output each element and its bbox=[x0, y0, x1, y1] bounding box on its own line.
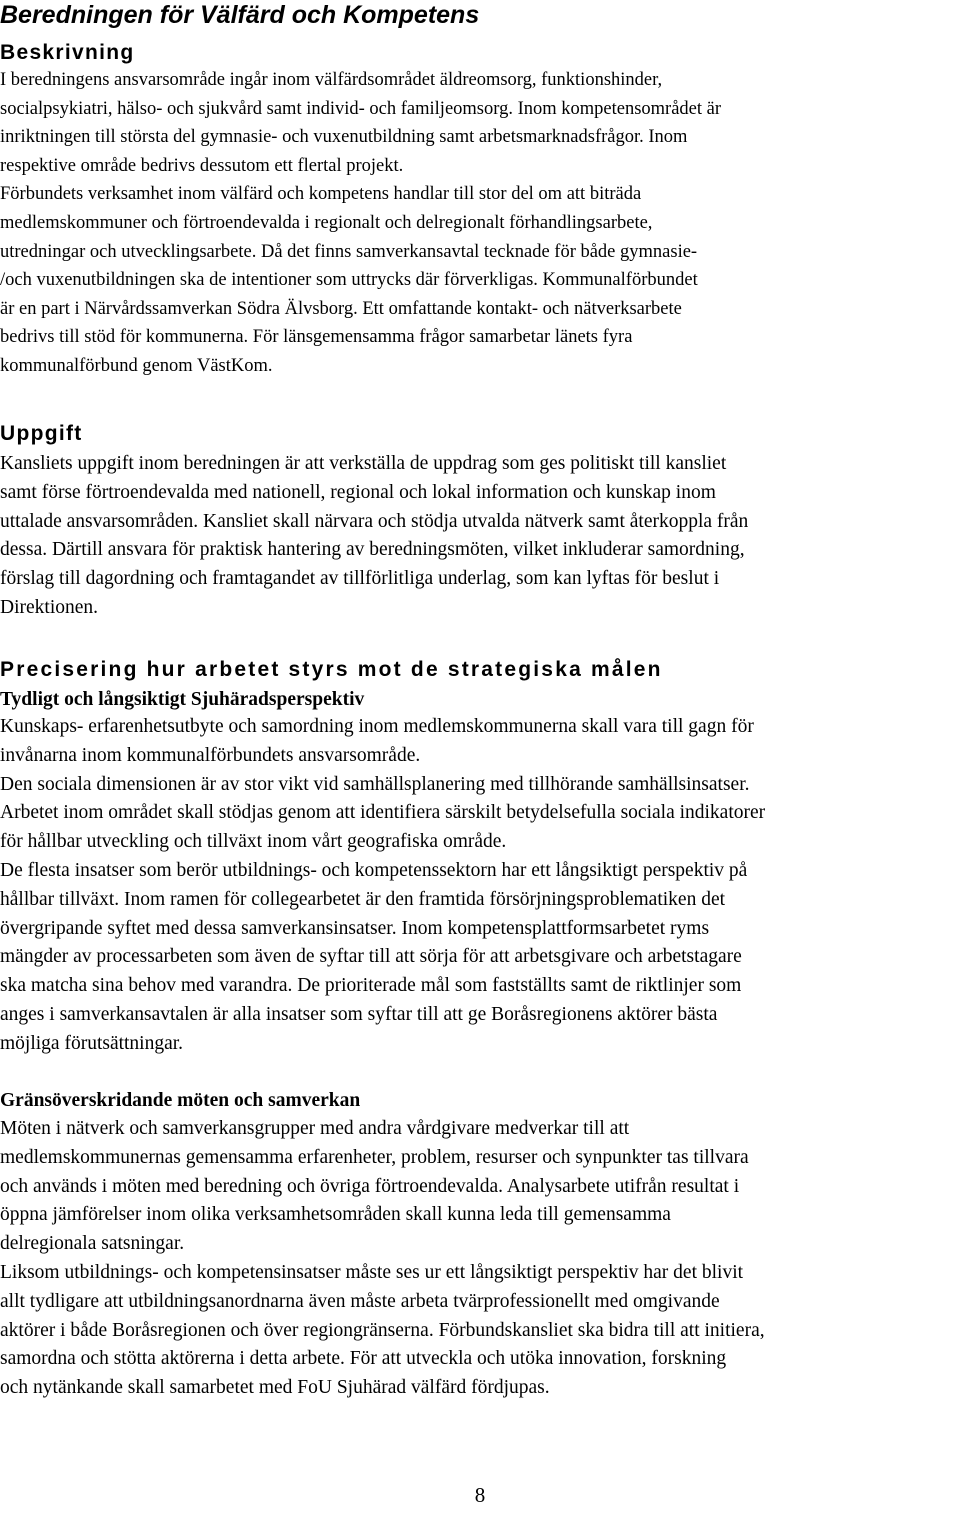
section-heading-uppgift: Uppgift bbox=[0, 422, 83, 445]
text-line: ska matcha sina behov med varandra. De prioriterade mål som fastställts samt de riktlinjer som bbox=[0, 975, 742, 997]
text-line: Direktionen. bbox=[0, 596, 99, 618]
text-line: är en part i Närvårdssamverkan Södra Älvsborg. Ett omfattande kontakt- och nätverksarbete bbox=[0, 298, 682, 319]
text-line: kommunalförbund genom VästKom. bbox=[0, 355, 273, 376]
subsection-heading-gransoverskridande: Gränsöverskridande möten och samverkan bbox=[0, 1090, 361, 1111]
text-line: medlemskommuner och förtroendevalda i regionalt och delregionalt förhandlingsarbete, bbox=[0, 212, 653, 233]
text-line: allt tydligare att utbildningsanordnarna även måste arbeta tvärprofessionellt med omgivande bbox=[0, 1290, 720, 1312]
text-line: öppna jämförelser inom olika verksamhetsområden skall kunna leda till gemensamma bbox=[0, 1204, 671, 1226]
text-line: uttalade ansvarsområden. Kansliet skall närvara och stödja utvalda nätverk samt återkoppla från bbox=[0, 510, 749, 532]
text-line: Förbundets verksamhet inom välfärd och kompetens handlar till stor del om att biträda bbox=[0, 184, 642, 205]
text-line: för hållbar utveckling och tillväxt inom vårt geografiska område. bbox=[0, 831, 507, 853]
text-line: möjliga förutsättningar. bbox=[0, 1032, 184, 1054]
text-line: respektive område bedrivs dessutom ett flertal projekt. bbox=[0, 155, 404, 176]
text-line: socialpsykiatri, hälso- och sjukvård samt individ- och familjeomsorg. Inom kompetensområdet är bbox=[0, 98, 722, 119]
text-line: bedrivs till stöd för kommunerna. För länsgemensamma frågor samarbetar länets fyra bbox=[0, 327, 633, 348]
text-line: förslag till dagordning och framtagandet av tillförlitliga underlag, som kan lyftas för beslut i bbox=[0, 568, 720, 590]
text-line: samordna och stötta aktörerna i detta arbete. För att utveckla och utöka innovation, forskning bbox=[0, 1348, 727, 1370]
text-line: I beredningens ansvarsområde ingår inom välfärdsområdet äldreomsorg, funktionshinder, bbox=[0, 70, 663, 90]
text-line: hållbar tillväxt. Inom ramen för collegearbetet är den framtida försörjningsproblematiken det bbox=[0, 888, 726, 910]
text-line: utredningar och utvecklingsarbete. Då det finns samverkansavtal tecknade för både gymnasie- bbox=[0, 241, 698, 262]
gransoverskridande-paragraph bbox=[0, 1115, 958, 1403]
page-number: 8 bbox=[474, 1483, 486, 1507]
text-line: Arbetet inom området skall stödjas genom att identifiera särskilt betydelsefulla sociala indikatorer bbox=[0, 802, 766, 824]
text-line: dessa. Därtill ansvara för praktisk hantering av beredningsmöten, vilket inkluderar samordning, bbox=[0, 539, 745, 561]
text-line: och används i möten med beredning och övriga förtroendevalda. Analysarbete utifrån resultat i bbox=[0, 1175, 740, 1197]
sjuharadsperspektiv-paragraph bbox=[0, 713, 958, 1059]
section-heading-precisering: Precisering hur arbetet styrs mot de strategiska målen bbox=[0, 658, 663, 681]
text-line: invånarna inom kommunalförbundets ansvarsområde. bbox=[0, 744, 421, 766]
text-line: mängder av processarbeten som även de syftar till att sörja för att arbetsgivare och arbetstagare bbox=[0, 946, 742, 968]
text-line: övergripande syftet med dessa samverkansinsatser. Inom kompetensplattformsarbetet ryms bbox=[0, 917, 710, 939]
section-heading-beskrivning: Beskrivning bbox=[0, 41, 135, 64]
uppgift-paragraph bbox=[0, 450, 958, 623]
document-title: Beredningen för Välfärd och Kompetens bbox=[0, 1, 480, 29]
text-line: Kansliets uppgift inom beredningen är att verkställa de uppdrag som ges politiskt till kansliet bbox=[0, 453, 727, 474]
text-line: De flesta insatser som berör utbildnings- och kompetenssektorn har ett långsiktigt perspektiv på bbox=[0, 859, 748, 881]
text-line: delregionala satsningar. bbox=[0, 1233, 185, 1255]
text-line: samt förse förtroendevalda med nationell, regional och lokal information och kunskap inom bbox=[0, 481, 716, 503]
text-line: medlemskommunernas gemensamma erfarenheter, problem, resurser och synpunkter tas tillvara bbox=[0, 1146, 749, 1168]
text-line: inriktningen till största del gymnasie- och vuxenutbildning samt arbetsmarknadsfrågor. Inom bbox=[0, 127, 688, 148]
text-line: anges i samverkansavtalen är alla insatser som syftar till att ge Boråsregionens aktörer bästa bbox=[0, 1003, 718, 1025]
text-line: och nytänkande skall samarbetet med FoU Sjuhärad välfärd fördjupas. bbox=[0, 1377, 550, 1399]
text-line: aktörer i både Boråsregionen och över regiongränserna. Förbundskansliet ska bidra till att initiera, bbox=[0, 1319, 765, 1341]
text-line: Den sociala dimensionen är av stor vikt vid samhällsplanering med tillhörande samhällsinsatser. bbox=[0, 773, 750, 795]
text-line: Liksom utbildnings- och kompetensinsatser måste ses ur ett långsiktigt perspektiv har det blivit bbox=[0, 1261, 744, 1283]
text-line: Möten i nätverk och samverkansgrupper med andra vårdgivare medverkar till att bbox=[0, 1118, 630, 1139]
beskrivning-paragraph bbox=[0, 66, 958, 381]
text-line: /och vuxenutbildningen ska de intentioner som uttrycks där förverkligas. Kommunalförbundet bbox=[0, 270, 698, 291]
subsection-heading-sjuharadsperspektiv: Tydligt och långsiktigt Sjuhäradsperspektiv bbox=[0, 689, 365, 710]
text-line: Kunskaps- erfarenhetsutbyte och samordning inom medlemskommunerna skall vara till gagn för bbox=[0, 716, 754, 737]
